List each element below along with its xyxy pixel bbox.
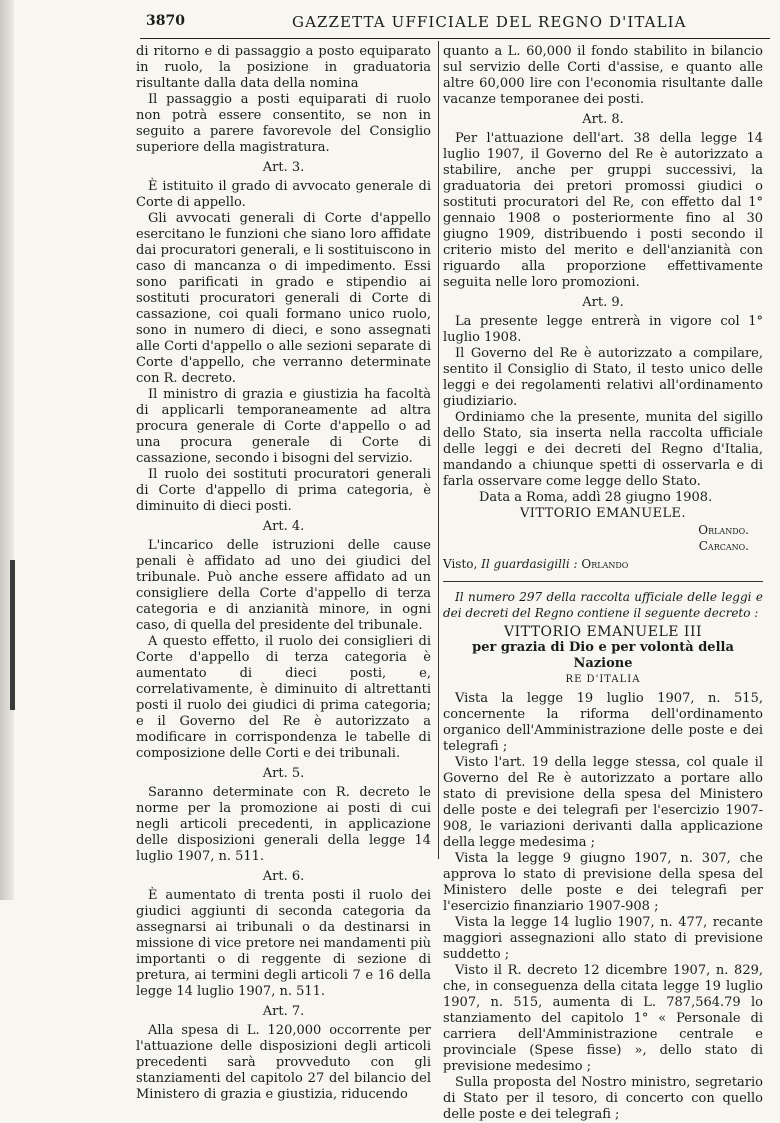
king-formula: per grazia di Dio e per volontà della Nazione — [472, 640, 734, 671]
paragraph: L'incarico delle istruzioni delle cause penali è affidato ad uno dei giudici del tribunale. Può anche essere affidato ad un consigliere della Corte d'appello di terza categoria e di anzianità minore, in ogni caso, di quella del presidente del tribunale. — [136, 538, 431, 633]
minister-signature: Carcano. — [698, 539, 749, 553]
article-heading: Art. 9. — [582, 295, 624, 310]
date-line: Data a Roma, addì 28 giugno 1908. — [479, 490, 713, 505]
paragraph: di ritorno e di passaggio a posto equiparato in ruolo, la posizione in graduatoria risultante dalla data della nomina — [136, 44, 431, 91]
paragraph: Il ministro di grazia e giustizia ha facoltà di applicarli temporaneamente ad altra procura generale di Corte d'appello o ad una procura generale di Corte di cassazione, secondo i bisogni del servizio. — [136, 387, 431, 466]
scan-page-edge — [0, 0, 14, 900]
left-column — [136, 44, 431, 1103]
paragraph: Il passaggio a posti equiparati di ruolo non potrà essere consentito, se non in seguito a parere favorevole del Consiglio superiore della magistratura. — [136, 92, 431, 155]
paragraph: Vista la legge 19 luglio 1907, n. 515, concernente la riforma dell'ordinamento organico dell'Amministrazione delle poste e dei telegrafi ; — [443, 691, 763, 754]
visto-name: Orlando — [581, 557, 629, 571]
paragraph: Per l'attuazione dell'art. 38 della legge 14 luglio 1907, il Governo del Re è autorizzato a stabilire, anche per gruppi successivi, la graduatoria dei pretori promossi giudici o sostituti procuratori del Re, con effetto dal 1° gennaio 1908 o posteriormente fino al 30 giugno 1909, distribuendo i posti secondo il criterio misto del merito e dell'anzianità con riguardo alla proporzione effettivamente seguita nelle loro promozioni. — [443, 131, 763, 290]
paragraph: Visto il R. decreto 12 dicembre 1907, n. 829, che, in conseguenza della citata legge 19 luglio 1907, n. 515, aumenta di L. 787,564.79 lo stanziamento del capitolo 1° « Personale di carriera dell'Amministrazione centrale e provinciale (Spese fisse) », dello stato di previsione medesimo ; — [443, 963, 763, 1074]
article-heading: Art. 7. — [262, 1004, 305, 1019]
column-divider — [438, 41, 439, 859]
decree-intro: Il numero 297 della raccolta ufficiale delle leggi e dei decreti del Regno contiene il seguente decreto : — [443, 590, 763, 620]
article-heading: Art. 3. — [262, 160, 305, 175]
scan-edge-mark — [10, 560, 15, 710]
paragraph: Ordiniamo che la presente, munita del sigillo dello Stato, sia inserta nella raccolta ufficiale delle leggi e dei decreti del Regno d'Italia, mandando a chiunque spetti di osservarla e di farla osservare come legge dello Stato. — [443, 410, 763, 489]
article-heading: Art. 6. — [262, 869, 305, 884]
paragraph: Gli avvocati generali di Corte d'appello esercitano le funzioni che siano loro affidate dai procuratori generali, e li sostituiscono in caso di mancanza o di impedimento. Essi sono parificati in grado e stipendio ai sostituti procuratori generali di Corte di cassazione, coi quali formano unico ruolo, sono in numero di dieci, e sono assegnati alle Corti d'appello o alle sezioni separate di Corte d'appello, che verranno determinate con R. decreto. — [136, 211, 431, 386]
header-rule — [140, 38, 770, 39]
paragraph: Sulla proposta del Nostro ministro, segretario di Stato per il tesoro, di concerto con quello delle poste e dei telegrafi ; — [443, 1075, 763, 1122]
minister-signature: Orlando. — [698, 523, 749, 537]
paragraph: Vista la legge 14 luglio 1907, n. 477, recante maggiori assegnazioni allo stato di previsione suddetto ; — [443, 915, 763, 962]
visto-line — [443, 556, 763, 572]
visto-text: Il guardasigilli : — [481, 557, 578, 571]
right-column — [443, 44, 763, 1123]
paragraph: La presente legge entrerà in vigore col 1° luglio 1908. — [443, 314, 763, 345]
paragraph: Vista la legge 9 giugno 1907, n. 307, che approva lo stato di previsione della spesa del Ministero delle poste e dei telegrafi per l'esercizio finanziario 1907-908 ; — [443, 851, 763, 914]
king-signature: VITTORIO EMANUELE. — [520, 506, 686, 521]
paragraph: Il ruolo dei sostituti procuratori generali di Corte d'appello di prima categoria, è diminuito di dieci posti. — [136, 467, 431, 514]
king-name: VITTORIO EMANUELE III — [503, 624, 703, 640]
article-heading: Art. 4. — [262, 519, 305, 534]
paragraph: A questo effetto, il ruolo dei consiglieri di Corte d'appello di terza categoria è aumentato di dieci posti, e, correlativamente, è diminuito di altrettanti posti il ruolo dei giudici di prima categoria; e il Governo del Re è autorizzato a modificare in corrispondenza le tabelle di composizione delle Corti e dei tribunali. — [136, 634, 431, 761]
paragraph: È aumentato di trenta posti il ruolo dei giudici aggiunti di seconda categoria da assegnarsi ai tribunali o da destinarsi in missione di vice pretore nei mandamenti più importanti o di reggente di sezione di pretura, ai termini degli articoli 7 e 16 della legge 14 luglio 1907, n. 511. — [136, 888, 431, 999]
paragraph: quanto a L. 60,000 il fondo stabilito in bilancio sul servizio delle Corti d'assise, e quanto alle altre 60,000 lire con l'economia risultante dalle vacanze temporanee dei posti. — [443, 44, 763, 107]
paragraph: Alla spesa di L. 120,000 occorrente per l'attuazione delle disposizioni degli articoli precedenti sarà provveduto con gli stanziamenti del capitolo 27 del bilancio del Ministero di grazia e giustizia, riducendo — [136, 1023, 431, 1102]
visto-label: Visto, — [443, 557, 478, 571]
article-heading: Art. 8. — [582, 112, 624, 127]
section-separator — [443, 581, 763, 582]
paragraph: Saranno determinate con R. decreto le norme per la promozione ai posti di cui negli articoli precedenti, in applicazione delle disposizioni generali della legge 14 luglio 1907, n. 511. — [136, 785, 431, 864]
page-number: 3870 — [146, 13, 185, 29]
paragraph: È istituito il grado di avvocato generale di Corte di appello. — [136, 179, 431, 210]
paragraph: Il Governo del Re è autorizzato a compilare, sentito il Consiglio di Stato, il testo unico delle leggi e dei regolamenti relativi all'ordinamento giudiziario. — [443, 346, 763, 409]
article-heading: Art. 5. — [262, 766, 305, 781]
king-title: RE D'ITALIA — [565, 674, 641, 685]
running-title: GAZZETTA UFFICIALE DEL REGNO D'ITALIA — [292, 13, 687, 31]
paragraph: Visto l'art. 19 della legge stessa, col quale il Governo del Re è autorizzato a portare allo stato di previsione della spesa del Ministero delle poste e dei telegrafi per l'esercizio 1907-908, le variazioni derivanti dalla applicazione della legge medesima ; — [443, 755, 763, 850]
